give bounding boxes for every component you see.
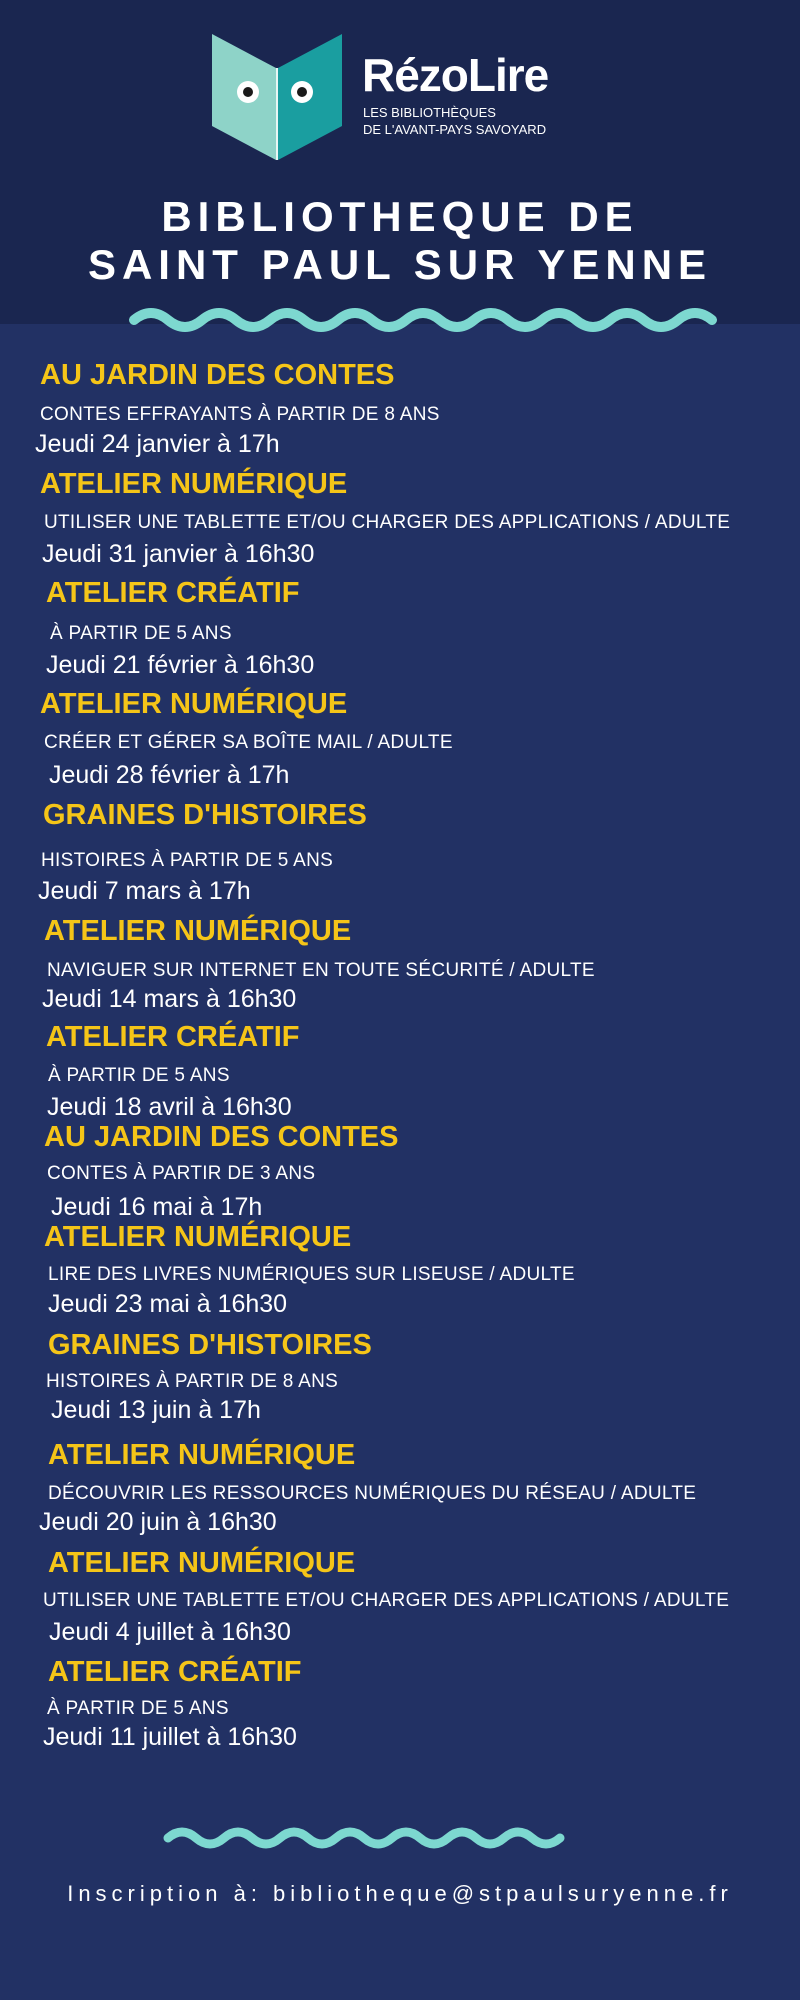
event-date: Jeudi 24 janvier à 17h bbox=[35, 430, 280, 458]
event-date: Jeudi 20 juin à 16h30 bbox=[39, 1508, 277, 1536]
event-title: GRAINES D'HISTOIRES bbox=[48, 1329, 372, 1361]
event-date: Jeudi 21 février à 16h30 bbox=[46, 651, 315, 679]
event-title: ATELIER NUMÉRIQUE bbox=[44, 915, 352, 947]
event-description: NAVIGUER SUR INTERNET EN TOUTE SÉCURITÉ / ADULTE bbox=[47, 960, 595, 981]
event-title: ATELIER CRÉATIF bbox=[46, 577, 300, 609]
event-description: CONTES EFFRAYANTS À PARTIR DE 8 ANS bbox=[40, 404, 440, 425]
header bbox=[0, 0, 800, 324]
event-title: ATELIER NUMÉRIQUE bbox=[48, 1547, 356, 1579]
event-description: DÉCOUVRIR LES RESSOURCES NUMÉRIQUES DU RÉSEAU / ADULTE bbox=[48, 1483, 697, 1504]
event-description: UTILISER UNE TABLETTE ET/OU CHARGER DES APPLICATIONS / ADULTE bbox=[44, 512, 731, 533]
wave-divider-bottom-icon bbox=[160, 1820, 580, 1856]
event-title: AU JARDIN DES CONTES bbox=[40, 359, 395, 391]
event-description: HISTOIRES À PARTIR DE 8 ANS bbox=[46, 1371, 339, 1392]
event-date: Jeudi 16 mai à 17h bbox=[51, 1193, 263, 1221]
event-description: LIRE DES LIVRES NUMÉRIQUES SUR LISEUSE / ADULTE bbox=[48, 1264, 575, 1285]
event-description: À PARTIR DE 5 ANS bbox=[47, 1698, 229, 1719]
event-description: CONTES À PARTIR DE 3 ANS bbox=[47, 1163, 316, 1184]
brand-name: RézoLire bbox=[362, 49, 549, 101]
event-description: CRÉER ET GÉRER SA BOÎTE MAIL / ADULTE bbox=[44, 732, 453, 753]
event-date: Jeudi 23 mai à 16h30 bbox=[48, 1290, 288, 1318]
event-date: Jeudi 28 février à 17h bbox=[49, 761, 290, 789]
book-logo-icon bbox=[210, 32, 344, 162]
event-description: HISTOIRES À PARTIR DE 5 ANS bbox=[41, 850, 334, 871]
event-title: ATELIER NUMÉRIQUE bbox=[40, 688, 348, 720]
event-title: ATELIER CRÉATIF bbox=[46, 1021, 300, 1053]
page-title-line2: SAINT PAUL SUR YENNE bbox=[87, 241, 713, 288]
inscription-text: Inscription à: bibliotheque@stpaulsuryenne.fr bbox=[67, 1881, 733, 1906]
event-date: Jeudi 18 avril à 16h30 bbox=[47, 1093, 292, 1121]
event-date: Jeudi 11 juillet à 16h30 bbox=[43, 1723, 297, 1751]
event-title: ATELIER NUMÉRIQUE bbox=[44, 1221, 352, 1253]
event-title: AU JARDIN DES CONTES bbox=[44, 1121, 399, 1153]
event-date: Jeudi 14 mars à 16h30 bbox=[42, 985, 297, 1013]
event-date: Jeudi 31 janvier à 16h30 bbox=[42, 540, 315, 568]
brand-subtitle-line2: DE L'AVANT-PAYS SAVOYARD bbox=[363, 122, 547, 137]
page-title-line1: BIBLIOTHEQUE DE bbox=[161, 193, 639, 240]
event-description: UTILISER UNE TABLETTE ET/OU CHARGER DES APPLICATIONS / ADULTE bbox=[43, 1590, 730, 1611]
brand-subtitle bbox=[363, 104, 546, 138]
brand-subtitle-line1: LES BIBLIOTHÈQUES bbox=[363, 105, 496, 120]
event-title: ATELIER NUMÉRIQUE bbox=[40, 468, 348, 500]
event-date: Jeudi 7 mars à 17h bbox=[38, 877, 251, 905]
wave-divider-top-icon bbox=[124, 300, 724, 340]
event-date: Jeudi 4 juillet à 16h30 bbox=[49, 1618, 291, 1646]
event-title: ATELIER NUMÉRIQUE bbox=[48, 1439, 356, 1471]
event-description: À PARTIR DE 5 ANS bbox=[50, 623, 232, 644]
event-date: Jeudi 13 juin à 17h bbox=[51, 1396, 261, 1424]
event-description: À PARTIR DE 5 ANS bbox=[48, 1065, 230, 1086]
event-title: GRAINES D'HISTOIRES bbox=[43, 799, 367, 831]
event-title: ATELIER CRÉATIF bbox=[48, 1656, 302, 1688]
